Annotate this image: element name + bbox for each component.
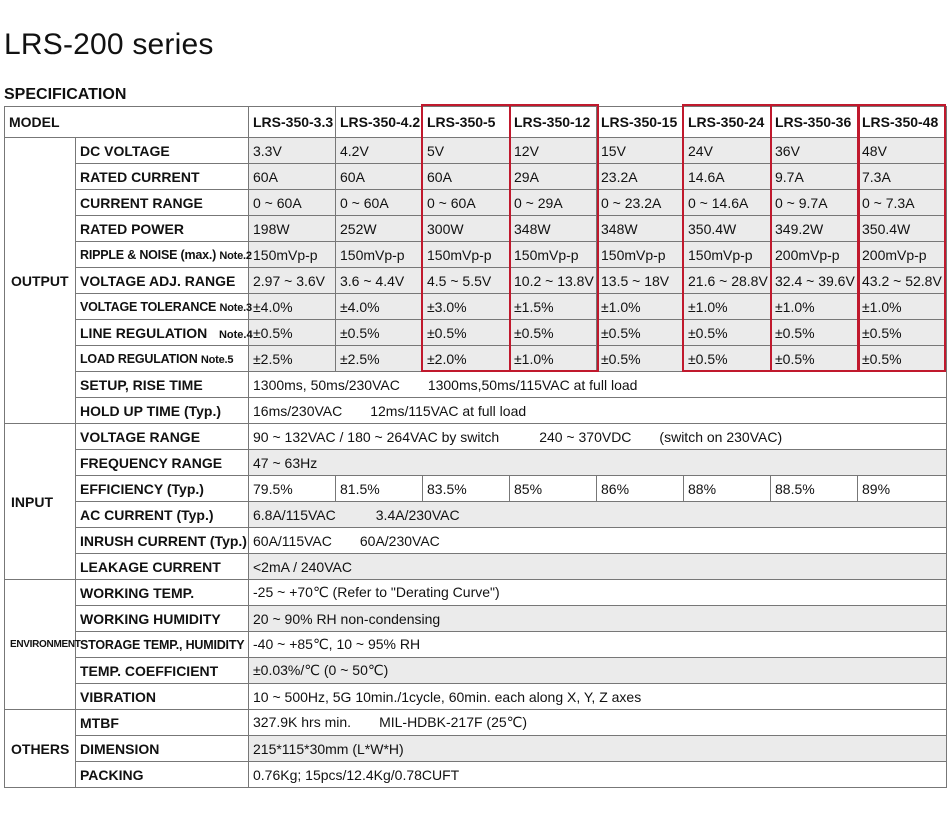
spec-table	[4, 106, 947, 788]
others-row-mtbf	[5, 710, 947, 736]
output-row-rated-power	[5, 216, 947, 242]
value-cell: 348W	[597, 216, 684, 242]
input-row-ac-current	[5, 502, 947, 528]
row-label: RATED POWER	[76, 216, 249, 242]
value-cell: 32.4 ~ 39.6V	[771, 268, 858, 294]
value-cell: 0.76Kg; 15pcs/12.4Kg/0.78CUFT	[249, 762, 947, 788]
spec-heading: SPECIFICATION	[4, 86, 127, 103]
value-text: 60A/115VAC	[253, 532, 332, 549]
value-cell: 79.5%	[249, 476, 336, 502]
value-text: 1300ms,50ms/115VAC at full load	[427, 376, 638, 393]
value-cell: 4.5 ~ 5.5V	[423, 268, 510, 294]
value-cell: 0 ~ 29A	[510, 190, 597, 216]
value-cell: 60A	[336, 164, 423, 190]
section-environment: ENVIRONMENT	[5, 580, 76, 710]
value-cell: 0 ~ 23.2A	[597, 190, 684, 216]
value-cell	[249, 710, 947, 736]
value-cell: ±0.5%	[771, 346, 858, 372]
value-cell: ±0.5%	[336, 320, 423, 346]
row-label: CURRENT RANGE	[76, 190, 249, 216]
value-cell: -40 ~ +85℃, 10 ~ 95% RH	[249, 632, 947, 658]
value-cell	[249, 398, 947, 424]
value-cell: 150mVp-p	[510, 242, 597, 268]
output-row-voltage-adj	[5, 268, 947, 294]
value-cell: 14.6A	[684, 164, 771, 190]
value-text: (switch on 230VAC)	[659, 428, 783, 445]
value-cell: 0 ~ 14.6A	[684, 190, 771, 216]
value-cell: 36V	[771, 138, 858, 164]
env-row-storage-temp	[5, 632, 947, 658]
value-cell: ±4.0%	[336, 294, 423, 320]
value-cell: 350.4W	[858, 216, 947, 242]
value-cell: 3.3V	[249, 138, 336, 164]
output-row-voltage-tolerance	[5, 294, 947, 320]
value-cell: ±0.5%	[510, 320, 597, 346]
model-cell: LRS-350-15	[597, 107, 684, 138]
value-cell: 83.5%	[423, 476, 510, 502]
input-row-inrush-current	[5, 528, 947, 554]
value-cell: 89%	[858, 476, 947, 502]
model-cell: LRS-350-36	[771, 107, 858, 138]
value-cell: 5V	[423, 138, 510, 164]
value-cell: ±1.0%	[684, 294, 771, 320]
row-note: Note.3	[219, 301, 252, 314]
value-cell: ±1.0%	[597, 294, 684, 320]
value-cell: 86%	[597, 476, 684, 502]
row-label: VOLTAGE ADJ. RANGE	[76, 268, 249, 294]
value-cell: 10.2 ~ 13.8V	[510, 268, 597, 294]
value-cell: 9.7A	[771, 164, 858, 190]
value-cell: ±1.0%	[510, 346, 597, 372]
value-cell: ±2.5%	[336, 346, 423, 372]
row-label-text: LINE REGULATION	[80, 324, 208, 341]
section-input: INPUT	[5, 424, 76, 580]
value-cell: ±0.5%	[858, 320, 947, 346]
input-row-leakage-current	[5, 554, 947, 580]
value-cell: 252W	[336, 216, 423, 242]
value-cell: 23.2A	[597, 164, 684, 190]
row-label: DC VOLTAGE	[76, 138, 249, 164]
value-text: 90 ~ 132VAC / 180 ~ 264VAC by switch	[253, 428, 500, 445]
value-cell: 0 ~ 7.3A	[858, 190, 947, 216]
input-row-frequency-range	[5, 450, 947, 476]
value-cell: 300W	[423, 216, 510, 242]
value-text: 1300ms, 50ms/230VAC	[253, 376, 400, 393]
page-title: LRS-200 series	[4, 28, 214, 61]
row-label: DIMENSION	[76, 736, 249, 762]
output-row-setup-rise	[5, 372, 947, 398]
value-cell: 60A	[249, 164, 336, 190]
output-row-current-range	[5, 190, 947, 216]
row-label-text: LOAD REGULATION	[80, 351, 198, 366]
value-cell: 0 ~ 60A	[423, 190, 510, 216]
value-cell: 349.2W	[771, 216, 858, 242]
model-cell: LRS-350-4.2	[336, 107, 423, 138]
value-cell: <2mA / 240VAC	[249, 554, 947, 580]
value-cell: 13.5 ~ 18V	[597, 268, 684, 294]
value-cell	[249, 528, 947, 554]
value-cell: 81.5%	[336, 476, 423, 502]
row-note: Note.2	[219, 249, 252, 262]
value-cell: 48V	[858, 138, 947, 164]
section-others: OTHERS	[5, 710, 76, 788]
value-cell: 3.6 ~ 4.4V	[336, 268, 423, 294]
row-label: LEAKAGE CURRENT	[76, 554, 249, 580]
section-output: OUTPUT	[5, 138, 76, 424]
model-cell: LRS-350-48	[858, 107, 947, 138]
value-cell: ±0.5%	[771, 320, 858, 346]
value-cell: 2.97 ~ 3.6V	[249, 268, 336, 294]
value-text: 327.9K hrs min.	[253, 714, 352, 730]
value-cell: 150mVp-p	[684, 242, 771, 268]
row-label	[76, 294, 252, 320]
input-row-efficiency	[5, 476, 947, 502]
value-cell: ±0.5%	[684, 320, 771, 346]
model-row	[5, 107, 947, 138]
value-cell: 88.5%	[771, 476, 858, 502]
output-row-load-regulation	[5, 346, 947, 372]
model-cell: LRS-350-3.3	[249, 107, 336, 138]
env-row-temp-coefficient	[5, 658, 947, 684]
input-row-voltage-range	[5, 424, 947, 450]
value-cell: 150mVp-p	[336, 242, 423, 268]
value-cell: ±0.5%	[597, 346, 684, 372]
row-label: FREQUENCY RANGE	[76, 450, 249, 476]
value-cell: ±1.0%	[771, 294, 858, 320]
value-cell	[249, 502, 947, 528]
row-label	[76, 320, 253, 346]
value-cell: 198W	[249, 216, 336, 242]
output-row-dc-voltage	[5, 138, 947, 164]
row-label: VOLTAGE RANGE	[76, 424, 249, 450]
value-cell: ±2.0%	[423, 346, 510, 372]
model-cell: LRS-350-24	[684, 107, 771, 138]
row-label: AC CURRENT (Typ.)	[76, 502, 249, 528]
value-text: 6.8A/115VAC	[253, 506, 336, 523]
value-text: MIL-HDBK-217F (25℃)	[379, 714, 528, 730]
row-note: Note.4	[218, 328, 253, 341]
value-cell: 60A	[423, 164, 510, 190]
row-label: TEMP. COEFFICIENT	[76, 658, 249, 684]
value-text: 12ms/115VAC at full load	[370, 402, 527, 419]
value-cell: 47 ~ 63Hz	[249, 450, 947, 476]
row-label: WORKING HUMIDITY	[76, 606, 249, 632]
row-label: EFFICIENCY (Typ.)	[76, 476, 249, 502]
value-cell: 0 ~ 60A	[249, 190, 336, 216]
value-cell: 348W	[510, 216, 597, 242]
value-cell	[249, 424, 947, 450]
value-cell	[249, 372, 947, 398]
row-label: INRUSH CURRENT (Typ.)	[76, 528, 249, 554]
value-cell: ±2.5%	[249, 346, 336, 372]
row-label	[76, 242, 252, 268]
value-cell: 20 ~ 90% RH non-condensing	[249, 606, 947, 632]
value-cell: ±0.5%	[597, 320, 684, 346]
value-cell: 85%	[510, 476, 597, 502]
env-row-vibration	[5, 684, 947, 710]
row-label	[76, 346, 249, 372]
value-cell: ±3.0%	[423, 294, 510, 320]
output-row-ripple-noise	[5, 242, 947, 268]
model-cell: LRS-350-12	[510, 107, 597, 138]
value-cell: 350.4W	[684, 216, 771, 242]
value-cell: 150mVp-p	[249, 242, 336, 268]
row-label: SETUP, RISE TIME	[76, 372, 249, 398]
value-cell: 150mVp-p	[423, 242, 510, 268]
value-cell: ±0.03%/℃ (0 ~ 50℃)	[249, 658, 947, 684]
value-cell: -25 ~ +70℃ (Refer to "Derating Curve")	[249, 580, 947, 606]
value-cell: 10 ~ 500Hz, 5G 10min./1cycle, 60min. each along X, Y, Z axes	[249, 684, 947, 710]
output-row-line-regulation	[5, 320, 947, 346]
model-label: MODEL	[5, 107, 249, 138]
row-note: Note.5	[200, 353, 234, 366]
output-row-hold-up	[5, 398, 947, 424]
value-text: 60A/230VAC	[359, 532, 440, 549]
value-cell: ±0.5%	[423, 320, 510, 346]
value-text: 3.4A/230VAC	[375, 506, 460, 523]
value-cell: ±1.5%	[510, 294, 597, 320]
value-cell: 88%	[684, 476, 771, 502]
value-cell: ±1.0%	[858, 294, 947, 320]
value-cell: 0 ~ 60A	[336, 190, 423, 216]
row-label-text: VOLTAGE TOLERANCE	[80, 299, 217, 314]
value-cell: 4.2V	[336, 138, 423, 164]
output-row-rated-current	[5, 164, 947, 190]
value-cell: 29A	[510, 164, 597, 190]
value-cell: 7.3A	[858, 164, 947, 190]
value-cell: ±0.5%	[249, 320, 336, 346]
env-row-working-humidity	[5, 606, 947, 632]
row-label-text: RIPPLE & NOISE (max.)	[80, 247, 217, 262]
value-cell: 200mVp-p	[858, 242, 947, 268]
value-cell: 200mVp-p	[771, 242, 858, 268]
value-text: 16ms/230VAC	[253, 402, 343, 419]
value-cell: 21.6 ~ 28.8V	[684, 268, 771, 294]
value-cell: 150mVp-p	[597, 242, 684, 268]
value-cell: 215*115*30mm (L*W*H)	[249, 736, 947, 762]
value-cell: 0 ~ 9.7A	[771, 190, 858, 216]
row-label: HOLD UP TIME (Typ.)	[76, 398, 249, 424]
others-row-packing	[5, 762, 947, 788]
value-text: 240 ~ 370VDC	[539, 428, 632, 445]
row-label: STORAGE TEMP., HUMIDITY	[76, 632, 249, 658]
row-label: MTBF	[76, 710, 249, 736]
model-cell: LRS-350-5	[423, 107, 510, 138]
value-cell: 15V	[597, 138, 684, 164]
row-label: WORKING TEMP.	[76, 580, 249, 606]
value-cell: ±0.5%	[858, 346, 947, 372]
env-row-working-temp	[5, 580, 947, 606]
row-label: RATED CURRENT	[76, 164, 249, 190]
row-label: PACKING	[76, 762, 249, 788]
value-cell: ±4.0%	[249, 294, 336, 320]
value-cell: 43.2 ~ 52.8V	[858, 268, 947, 294]
others-row-dimension	[5, 736, 947, 762]
value-cell: 24V	[684, 138, 771, 164]
value-cell: 12V	[510, 138, 597, 164]
value-cell: ±0.5%	[684, 346, 771, 372]
row-label: VIBRATION	[76, 684, 249, 710]
